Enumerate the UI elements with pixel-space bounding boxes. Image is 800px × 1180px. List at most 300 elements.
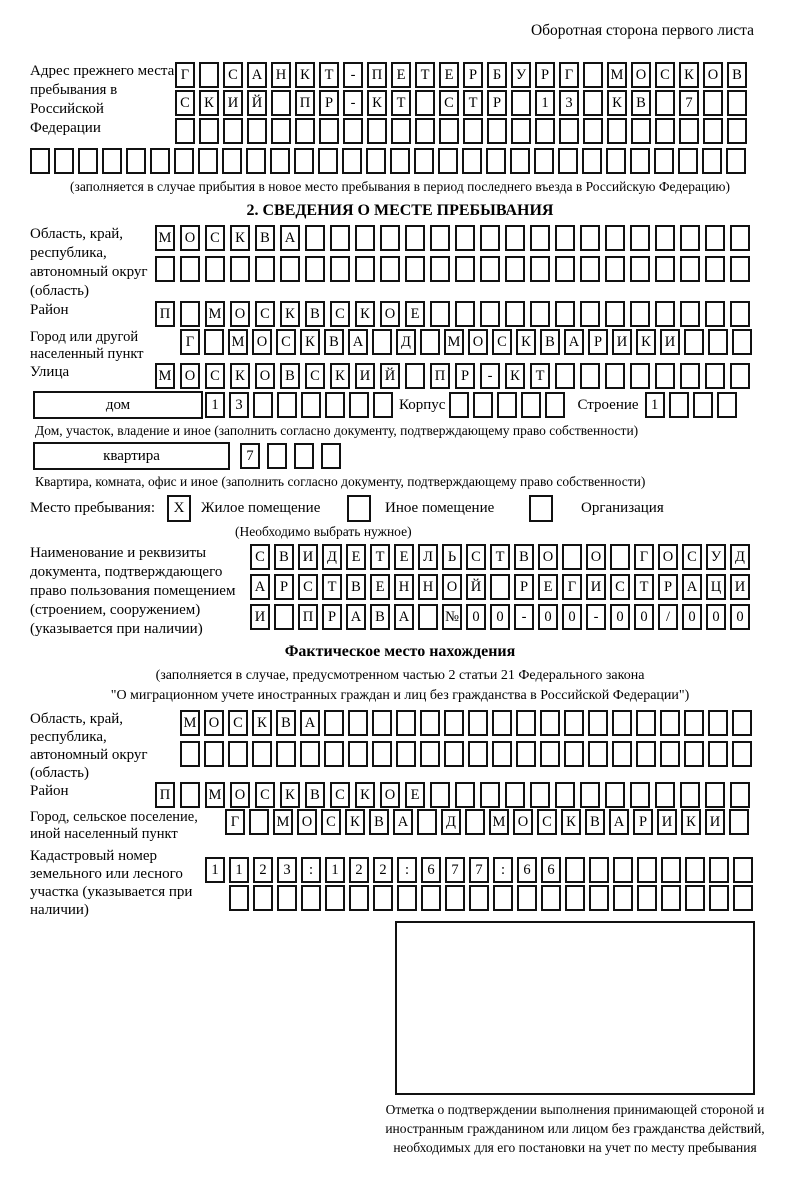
grid-cell[interactable] [380,225,400,251]
grid-cell[interactable]: В [280,363,300,389]
grid-cell[interactable] [372,329,392,355]
grid-cell[interactable]: П [298,604,318,630]
grid-cell[interactable]: Т [322,574,342,600]
grid-cell[interactable]: Е [439,62,459,88]
grid-cell[interactable]: К [355,782,375,808]
grid-cell[interactable] [78,148,98,174]
grid-cell[interactable] [463,118,483,144]
grid-cell[interactable]: С [255,782,275,808]
grid-cell[interactable] [708,710,728,736]
grid-cell[interactable]: А [682,574,702,600]
grid-cell[interactable] [582,148,602,174]
grid-cell[interactable] [630,363,650,389]
grid-cell[interactable]: О [230,782,250,808]
grid-cell[interactable]: : [397,857,417,883]
grid-cell[interactable]: А [564,329,584,355]
grid-cell[interactable] [505,256,525,282]
grid-cell[interactable] [605,301,625,327]
grid-cell[interactable]: Р [514,574,534,600]
grid-cell[interactable] [349,392,369,418]
grid-cell[interactable] [418,604,438,630]
grid-cell[interactable]: С [305,363,325,389]
grid-cell[interactable]: К [636,329,656,355]
checkbox-residential[interactable]: X [167,495,191,522]
grid-cell[interactable] [417,809,437,835]
grid-cell[interactable]: 6 [541,857,561,883]
grid-cell[interactable] [613,857,633,883]
grid-cell[interactable] [684,741,704,767]
grid-cell[interactable] [430,256,450,282]
grid-cell[interactable] [535,118,555,144]
grid-cell[interactable] [717,392,737,418]
grid-cell[interactable] [540,710,560,736]
grid-cell[interactable] [155,256,175,282]
grid-cell[interactable]: С [610,574,630,600]
grid-cell[interactable] [660,710,680,736]
grid-cell[interactable] [511,118,531,144]
grid-cell[interactable]: С [439,90,459,116]
grid-cell[interactable]: С [223,62,243,88]
grid-cell[interactable] [709,885,729,911]
grid-cell[interactable]: С [175,90,195,116]
grid-cell[interactable] [444,741,464,767]
grid-cell[interactable] [555,782,575,808]
grid-cell[interactable]: В [369,809,389,835]
grid-cell[interactable] [505,225,525,251]
grid-cell[interactable]: Е [538,574,558,600]
grid-cell[interactable]: 0 [682,604,702,630]
grid-cell[interactable] [468,710,488,736]
grid-cell[interactable] [630,225,650,251]
grid-cell[interactable]: И [705,809,725,835]
grid-cell[interactable] [421,885,441,911]
grid-cell[interactable] [684,710,704,736]
grid-cell[interactable]: 7 [469,857,489,883]
grid-cell[interactable] [630,256,650,282]
grid-cell[interactable] [228,741,248,767]
grid-cell[interactable] [669,392,689,418]
grid-cell[interactable] [705,225,725,251]
grid-cell[interactable] [420,710,440,736]
grid-cell[interactable]: Е [391,62,411,88]
grid-cell[interactable]: 1 [229,857,249,883]
grid-cell[interactable] [555,363,575,389]
grid-cell[interactable]: 1 [645,392,665,418]
grid-cell[interactable]: М [228,329,248,355]
grid-cell[interactable] [455,256,475,282]
grid-cell[interactable] [685,857,705,883]
grid-cell[interactable]: С [250,544,270,570]
grid-cell[interactable] [102,148,122,174]
grid-cell[interactable]: В [276,710,296,736]
grid-cell[interactable]: В [514,544,534,570]
grid-cell[interactable]: Д [396,329,416,355]
grid-cell[interactable] [276,741,296,767]
grid-cell[interactable]: К [199,90,219,116]
grid-cell[interactable] [222,148,242,174]
grid-cell[interactable] [305,256,325,282]
grid-cell[interactable]: 7 [679,90,699,116]
grid-cell[interactable]: М [155,225,175,251]
grid-cell[interactable] [325,885,345,911]
grid-cell[interactable] [301,885,321,911]
grid-cell[interactable] [709,857,729,883]
grid-cell[interactable] [511,90,531,116]
grid-cell[interactable]: С [255,301,275,327]
grid-cell[interactable]: П [367,62,387,88]
grid-cell[interactable]: Т [319,62,339,88]
grid-cell[interactable]: : [493,857,513,883]
grid-cell[interactable] [492,741,512,767]
grid-cell[interactable]: Н [418,574,438,600]
grid-cell[interactable]: К [679,62,699,88]
grid-cell[interactable] [199,62,219,88]
grid-cell[interactable]: Н [271,62,291,88]
grid-cell[interactable] [455,301,475,327]
grid-cell[interactable] [414,148,434,174]
grid-cell[interactable] [180,256,200,282]
grid-cell[interactable]: О [380,301,400,327]
grid-cell[interactable] [580,301,600,327]
grid-cell[interactable] [348,741,368,767]
grid-cell[interactable] [708,329,728,355]
grid-cell[interactable] [679,118,699,144]
grid-cell[interactable]: О [703,62,723,88]
grid-cell[interactable] [555,225,575,251]
grid-cell[interactable] [420,329,440,355]
grid-cell[interactable]: 6 [421,857,441,883]
grid-cell[interactable] [277,392,297,418]
grid-cell[interactable]: К [280,301,300,327]
grid-cell[interactable] [564,710,584,736]
grid-cell[interactable]: - [343,62,363,88]
grid-cell[interactable]: А [609,809,629,835]
grid-cell[interactable] [430,782,450,808]
grid-cell[interactable] [727,118,747,144]
grid-cell[interactable] [661,857,681,883]
grid-cell[interactable]: С [466,544,486,570]
grid-cell[interactable]: В [631,90,651,116]
grid-cell[interactable] [612,710,632,736]
grid-cell[interactable] [174,148,194,174]
grid-cell[interactable] [678,148,698,174]
grid-cell[interactable]: Е [405,301,425,327]
grid-cell[interactable] [680,782,700,808]
grid-cell[interactable]: Г [559,62,579,88]
grid-cell[interactable] [655,256,675,282]
grid-cell[interactable] [534,148,554,174]
grid-cell[interactable] [580,256,600,282]
grid-cell[interactable] [605,363,625,389]
grid-cell[interactable]: К [280,782,300,808]
grid-cell[interactable] [469,885,489,911]
grid-cell[interactable]: 0 [538,604,558,630]
grid-cell[interactable] [540,741,560,767]
grid-cell[interactable] [680,301,700,327]
grid-cell[interactable]: С [330,301,350,327]
grid-cell[interactable]: А [346,604,366,630]
grid-cell[interactable]: О [180,363,200,389]
grid-cell[interactable] [444,710,464,736]
grid-cell[interactable] [391,118,411,144]
grid-cell[interactable] [583,62,603,88]
grid-cell[interactable] [267,443,287,469]
grid-cell[interactable]: Р [455,363,475,389]
grid-cell[interactable] [730,225,750,251]
grid-cell[interactable] [252,741,272,767]
grid-cell[interactable]: О [468,329,488,355]
grid-cell[interactable] [505,301,525,327]
grid-cell[interactable]: О [255,363,275,389]
checkbox-other-premises[interactable] [347,495,371,522]
grid-cell[interactable]: Т [490,544,510,570]
grid-cell[interactable]: В [727,62,747,88]
grid-cell[interactable] [330,225,350,251]
grid-cell[interactable] [637,857,657,883]
grid-cell[interactable] [680,225,700,251]
grid-cell[interactable] [175,118,195,144]
grid-cell[interactable]: 1 [205,392,225,418]
grid-cell[interactable]: О [204,710,224,736]
grid-cell[interactable] [319,118,339,144]
grid-cell[interactable]: Е [370,574,390,600]
grid-cell[interactable]: М [607,62,627,88]
grid-cell[interactable] [180,782,200,808]
grid-cell[interactable]: Р [319,90,339,116]
grid-cell[interactable]: П [295,90,315,116]
grid-cell[interactable]: В [540,329,560,355]
grid-cell[interactable] [445,885,465,911]
grid-cell[interactable] [541,885,561,911]
grid-cell[interactable]: 0 [610,604,630,630]
grid-cell[interactable]: М [155,363,175,389]
grid-cell[interactable] [455,225,475,251]
grid-cell[interactable] [274,604,294,630]
grid-cell[interactable] [390,148,410,174]
grid-cell[interactable] [588,741,608,767]
grid-cell[interactable]: А [394,604,414,630]
grid-cell[interactable]: 2 [373,857,393,883]
grid-cell[interactable] [564,741,584,767]
grid-cell[interactable] [693,392,713,418]
grid-cell[interactable]: 0 [562,604,582,630]
grid-cell[interactable] [493,885,513,911]
grid-cell[interactable]: О [380,782,400,808]
grid-cell[interactable]: К [252,710,272,736]
grid-cell[interactable] [726,148,746,174]
grid-cell[interactable] [727,90,747,116]
grid-cell[interactable] [589,885,609,911]
grid-cell[interactable]: 3 [277,857,297,883]
grid-cell[interactable] [684,329,704,355]
grid-cell[interactable] [555,256,575,282]
grid-cell[interactable]: Р [463,62,483,88]
grid-cell[interactable] [246,148,266,174]
grid-cell[interactable]: Р [274,574,294,600]
grid-cell[interactable]: И [355,363,375,389]
grid-cell[interactable]: 0 [634,604,654,630]
grid-cell[interactable]: П [430,363,450,389]
grid-cell[interactable] [305,225,325,251]
grid-cell[interactable] [439,118,459,144]
grid-cell[interactable] [223,118,243,144]
grid-cell[interactable] [280,256,300,282]
grid-cell[interactable] [405,363,425,389]
grid-cell[interactable] [655,782,675,808]
grid-cell[interactable]: М [205,301,225,327]
grid-cell[interactable] [480,782,500,808]
grid-cell[interactable] [253,885,273,911]
grid-cell[interactable] [396,710,416,736]
grid-cell[interactable] [438,148,458,174]
grid-cell[interactable] [230,256,250,282]
grid-cell[interactable]: В [274,544,294,570]
grid-cell[interactable] [247,118,267,144]
grid-cell[interactable] [655,225,675,251]
grid-cell[interactable] [497,392,517,418]
grid-cell[interactable] [636,710,656,736]
grid-cell[interactable] [373,392,393,418]
grid-cell[interactable]: М [180,710,200,736]
grid-cell[interactable]: Й [380,363,400,389]
grid-cell[interactable] [54,148,74,174]
grid-cell[interactable]: № [442,604,462,630]
grid-cell[interactable]: Е [346,544,366,570]
grid-cell[interactable]: Й [247,90,267,116]
grid-cell[interactable] [204,741,224,767]
grid-cell[interactable]: Р [322,604,342,630]
grid-cell[interactable] [205,256,225,282]
grid-cell[interactable] [397,885,417,911]
grid-cell[interactable] [730,782,750,808]
grid-cell[interactable]: В [305,301,325,327]
grid-cell[interactable] [610,544,630,570]
grid-cell[interactable] [249,809,269,835]
grid-cell[interactable]: С [330,782,350,808]
grid-cell[interactable] [606,148,626,174]
grid-cell[interactable] [473,392,493,418]
grid-cell[interactable]: Р [658,574,678,600]
grid-cell[interactable] [330,256,350,282]
grid-cell[interactable]: О [538,544,558,570]
grid-cell[interactable] [277,885,297,911]
grid-cell[interactable] [270,148,290,174]
grid-cell[interactable]: Г [180,329,200,355]
grid-cell[interactable] [468,741,488,767]
grid-cell[interactable]: К [330,363,350,389]
grid-cell[interactable] [301,392,321,418]
grid-cell[interactable]: У [511,62,531,88]
grid-cell[interactable]: Й [466,574,486,600]
grid-cell[interactable] [516,710,536,736]
grid-cell[interactable]: - [586,604,606,630]
grid-cell[interactable]: Т [530,363,550,389]
grid-cell[interactable] [703,90,723,116]
grid-cell[interactable]: 3 [559,90,579,116]
grid-cell[interactable]: К [230,225,250,251]
grid-cell[interactable]: В [346,574,366,600]
grid-cell[interactable] [654,148,674,174]
grid-cell[interactable]: С [655,62,675,88]
grid-cell[interactable]: 0 [466,604,486,630]
grid-cell[interactable] [229,885,249,911]
grid-cell[interactable]: К [295,62,315,88]
grid-cell[interactable]: М [444,329,464,355]
grid-cell[interactable] [729,809,749,835]
grid-cell[interactable] [605,225,625,251]
grid-cell[interactable] [510,148,530,174]
grid-cell[interactable]: И [730,574,750,600]
grid-cell[interactable] [348,710,368,736]
grid-cell[interactable] [487,118,507,144]
grid-cell[interactable]: : [301,857,321,883]
grid-cell[interactable]: С [276,329,296,355]
grid-cell[interactable] [580,225,600,251]
grid-cell[interactable]: О [297,809,317,835]
grid-cell[interactable]: К [561,809,581,835]
grid-cell[interactable]: А [280,225,300,251]
grid-cell[interactable] [321,443,341,469]
grid-cell[interactable] [530,782,550,808]
grid-cell[interactable]: О [230,301,250,327]
grid-cell[interactable] [565,857,585,883]
grid-cell[interactable] [521,392,541,418]
grid-cell[interactable] [271,118,291,144]
grid-cell[interactable]: А [348,329,368,355]
grid-cell[interactable]: Т [370,544,390,570]
grid-cell[interactable]: Т [634,574,654,600]
grid-cell[interactable]: А [393,809,413,835]
grid-cell[interactable] [150,148,170,174]
grid-cell[interactable]: Т [415,62,435,88]
grid-cell[interactable]: М [205,782,225,808]
grid-cell[interactable]: 6 [517,857,537,883]
grid-cell[interactable] [655,90,675,116]
grid-cell[interactable]: - [343,90,363,116]
grid-cell[interactable]: Г [562,574,582,600]
grid-cell[interactable]: М [489,809,509,835]
grid-cell[interactable]: И [223,90,243,116]
grid-cell[interactable] [325,392,345,418]
grid-cell[interactable]: Д [441,809,461,835]
grid-cell[interactable] [372,710,392,736]
grid-cell[interactable] [680,363,700,389]
grid-cell[interactable]: С [492,329,512,355]
grid-cell[interactable] [126,148,146,174]
grid-cell[interactable]: 1 [325,857,345,883]
grid-cell[interactable]: К [230,363,250,389]
grid-cell[interactable] [730,301,750,327]
grid-cell[interactable] [255,256,275,282]
grid-cell[interactable] [480,256,500,282]
grid-cell[interactable] [562,544,582,570]
grid-cell[interactable] [462,148,482,174]
grid-cell[interactable]: С [537,809,557,835]
grid-cell[interactable]: О [513,809,533,835]
grid-cell[interactable]: Е [405,782,425,808]
grid-cell[interactable]: Н [394,574,414,600]
grid-cell[interactable] [271,90,291,116]
grid-cell[interactable] [660,741,680,767]
grid-cell[interactable]: В [305,782,325,808]
grid-cell[interactable] [733,857,753,883]
grid-cell[interactable] [373,885,393,911]
grid-cell[interactable] [343,118,363,144]
grid-cell[interactable]: Г [634,544,654,570]
grid-cell[interactable]: К [367,90,387,116]
grid-cell[interactable] [637,885,657,911]
grid-cell[interactable]: Г [175,62,195,88]
